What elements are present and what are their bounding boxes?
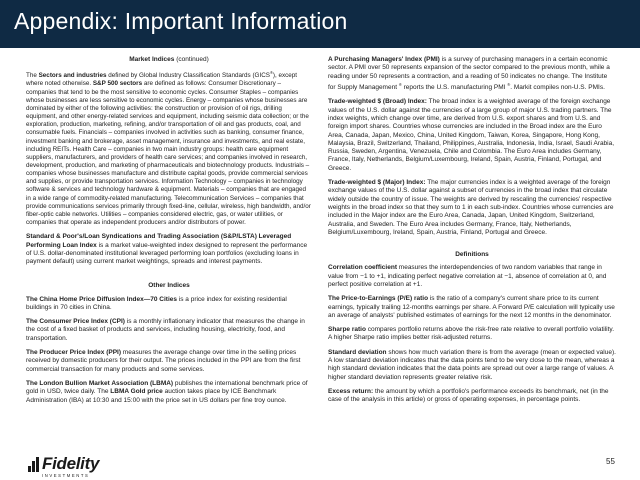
sd-text: shows how much variation there is from the average (mean or expected value). A low standard deviation indicates that the data points tend to be very close to the mean, whereas a high standard deviation indicates that the data points are spread out over a large range of values. A higher standard deviation represents greater relative risk.	[328, 348, 616, 381]
sd-label: Standard deviation	[328, 348, 387, 356]
pe-label: The Price-to-Earnings (P/E) ratio	[328, 295, 429, 303]
registered-mark: ®	[269, 70, 273, 76]
correlation-paragraph	[328, 264, 616, 289]
excess-text: the amount by which a portfolio's performance exceeds its benchmark, net (in the case of the analysis in this article) or gross of operating expenses, in percentage points.	[328, 387, 609, 404]
right-column	[328, 56, 616, 411]
registered-mark: ®	[398, 81, 402, 87]
logo-subtitle: INVESTMENTS	[42, 473, 90, 478]
text-run: defined by Global Industry Classification Standards (GICS	[106, 72, 270, 80]
definitions-title: Definitions	[455, 251, 489, 259]
registered-mark: ®	[507, 81, 511, 87]
logo-wordmark: Fidelity	[42, 454, 100, 473]
pe-paragraph	[328, 295, 616, 320]
sharpe-paragraph	[328, 326, 616, 343]
market-indices-continued: (continued)	[176, 56, 209, 63]
ppi-text: measures the average change over time in the selling prices received by domestic producers for their output. The prices included in the PPI are from the first commercial transaction for many products and some services.	[26, 349, 301, 373]
broad-index-paragraph	[328, 98, 616, 173]
lbma-label: The London Bullion Market Association (LBMA)	[26, 379, 174, 387]
broad-index-label: Trade-weighted $ (Broad) Index:	[328, 98, 427, 106]
sp500-sectors-label: S&P 500 sectors	[92, 80, 143, 88]
cpi-text: is a monthly inflationary indicator that measures the change in the cost of a fixed basket of products and services, including housing, electricity, food, and transportation.	[26, 318, 305, 342]
sharpe-text: compares portfolio returns above the risk-free rate relative to overall portfolio volatility. A higher Sharpe ratio implies better risk-adjusted returns.	[328, 326, 615, 342]
correlation-label: Correlation coefficient	[328, 264, 397, 272]
market-indices-heading	[26, 56, 312, 64]
market-indices-title: Market Indices	[129, 56, 175, 63]
pmi-text: is a survey of purchasing managers in a certain economic sector. A PMI over 50 represents expansion of the sector compared to the previous month, while a reading under 50 represents a contraction, and a reading of 50 indicates no change. The Institute for Supply Management	[328, 56, 610, 92]
lbma-paragraph	[26, 380, 312, 405]
correlation-text: measures the interdependencies of two random variables that range in value from −1 to +1, indicating perfect negative correlation at −1, absence of correlation at 0, and perfect positive correlation at +1.	[328, 264, 607, 288]
page-number: 55	[606, 457, 615, 466]
major-index-label: Trade-weighted $ (Major) Index:	[328, 179, 426, 187]
cpi-paragraph	[26, 318, 312, 343]
pmi-text: reports the U.S. manufacturing PMI	[401, 84, 508, 92]
china-label: The China Home Price Diffusion Index—70 Cities	[26, 295, 177, 303]
sd-paragraph	[328, 349, 616, 382]
text-run: The	[26, 72, 39, 80]
broad-index-text: The broad index is a weighted average of the foreign exchange values of the U.S. dollar against the currencies of a large group of major U.S. trading partners. The index weights, which change over time, are derived from U.S. export shares and from U.S. and foreign import shares. Countries whose currencies are included in the Broad index are the Euro Area, Canada, Japan, Mexico, China, United Kingdom, Taiwan, Korea, Singapore, Hong Kong, Malaysia, Brazil, Switzerland, Thailand, Philippines, Australia, Indonesia, India, Israel, Saudi Arabia, Russia, Sweden, Argentina, Venezuela, Chile and Colombia. The Euro Area includes Germany, France, Italy, Netherlands, Belgium/Luxembourg, Ireland, Spain, Austria, Finland, Portugal, and Greece.	[328, 98, 615, 172]
pe-text: is the ratio of a company's current share price to its current earnings, typically trailing 12-months earnings per share. A Forward P/E calculation will typically use an average of analysts' published estimates of earnings for the next 12 months in the denominator.	[328, 295, 615, 319]
left-column	[26, 56, 312, 411]
pmi-label: A Purchasing Managers' Index (PMI)	[328, 56, 440, 63]
fidelity-logo	[26, 455, 99, 478]
china-paragraph	[26, 296, 312, 313]
ppi-label: The Producer Price Index (PPI)	[26, 349, 121, 357]
pmi-paragraph	[328, 56, 616, 92]
text-run: are defined as follows: Consumer Discretionary – companies that tend to be the most sensitive to economic cycles. Consumer Staples – companies whose businesses are less sensitive to economic cycles. Energy – companies whose businesses are dominated by either of the following activities: the construction or provision of oil rigs, drilling equipment, and other energy-related services and equipment, including seismic data collection; or the exploration, production, marketing, refining, and/or transportation of oil and gas products, coal, and consumable fuels. Financials – companies involved in activities such as banking, consumer finance, investment banking and brokerage, asset management, insurance and investments, and real estate, including REITs. Health Care – companies in two main industry groups: health care equipment suppliers, manufacturers, and providers of health care services; and companies involved in research, development, production, and marketing of pharmaceuticals and biotechnology products. Industrials – companies whose businesses manufacture and distribute capital goods, provide commercial services and supplies, or provide transportation services. Information Technology – companies in technology software & services and technology hardware & equipment. Materials – companies that are engaged in a wide range of commodity-related manufacturing. Telecommunication Services – companies that provide communications services primarily through fixed-line, cellular, wireless, high bandwidth, and/or fiber-optic cable networks. Utilities – companies considered electric, gas, or water utilities, or companies that operate as independent producers and/or distributors of power.	[26, 80, 311, 227]
major-index-text: The major currencies index is a weighted average of the foreign exchange values of the U.S. dollar against a subset of currencies in the broad index that circulate widely outside the country of issue. The weights are derived by rescaling the currencies' respective weights in the broad index so that they sum to 1 in each sub-index. Countries whose currencies are included in the Major index are the Euro Area, Canada, Japan, United Kingdom, Switzerland, Australia, and Sweden. The Euro Area includes Germany, France, Italy, Netherlands, Belgium/Luxembourg, Ireland, Spain, Austria, Finland, Portugal and Greece.	[328, 179, 614, 236]
china-text: is a price index for existing residential buildings in 70 cities in China.	[26, 295, 287, 311]
fidelity-emblem-icon	[26, 456, 40, 472]
other-indices-title: Other Indices	[148, 282, 190, 290]
sectors-paragraph	[26, 69, 312, 227]
sectors-label: Sectors and industries	[38, 72, 107, 80]
major-index-paragraph	[328, 179, 616, 237]
lbma-gold-label: LBMA Gold price	[110, 388, 163, 396]
sharpe-label: Sharpe ratio	[328, 326, 366, 334]
pmi-text: . Markit compiles non-U.S. PMIs.	[510, 84, 605, 92]
title-bar	[0, 0, 640, 48]
text-run: ), except where noted otherwise.	[26, 72, 298, 88]
lsta-label: Standard & Poor's/Loan Syndications and Trading Association (S&P/LSTA) Leveraged Performing Loan Index	[26, 233, 292, 249]
cpi-label: The Consumer Price Index (CPI)	[26, 318, 125, 326]
lsta-paragraph	[26, 233, 312, 266]
page-title: Appendix: Important Information	[14, 8, 348, 34]
lbma-text: auction takes place by ICE Benchmark Administration (IBA) at 10:30 and 15:00 with the price set in US dollars per fine troy ounce.	[26, 388, 287, 404]
ppi-paragraph	[26, 349, 312, 374]
excess-label: Excess return:	[328, 387, 374, 395]
lsta-text: is a market value-weighted index designed to represent the performance of U.S. dollar-denominated institutional leveraged performing loan portfolios (excluding loans in payment default) using current market weightings, spreads and interest payments.	[26, 241, 308, 266]
excess-paragraph	[328, 388, 616, 405]
lbma-text: publishes the international benchmark price of gold in USD, twice daily. The	[26, 379, 308, 396]
